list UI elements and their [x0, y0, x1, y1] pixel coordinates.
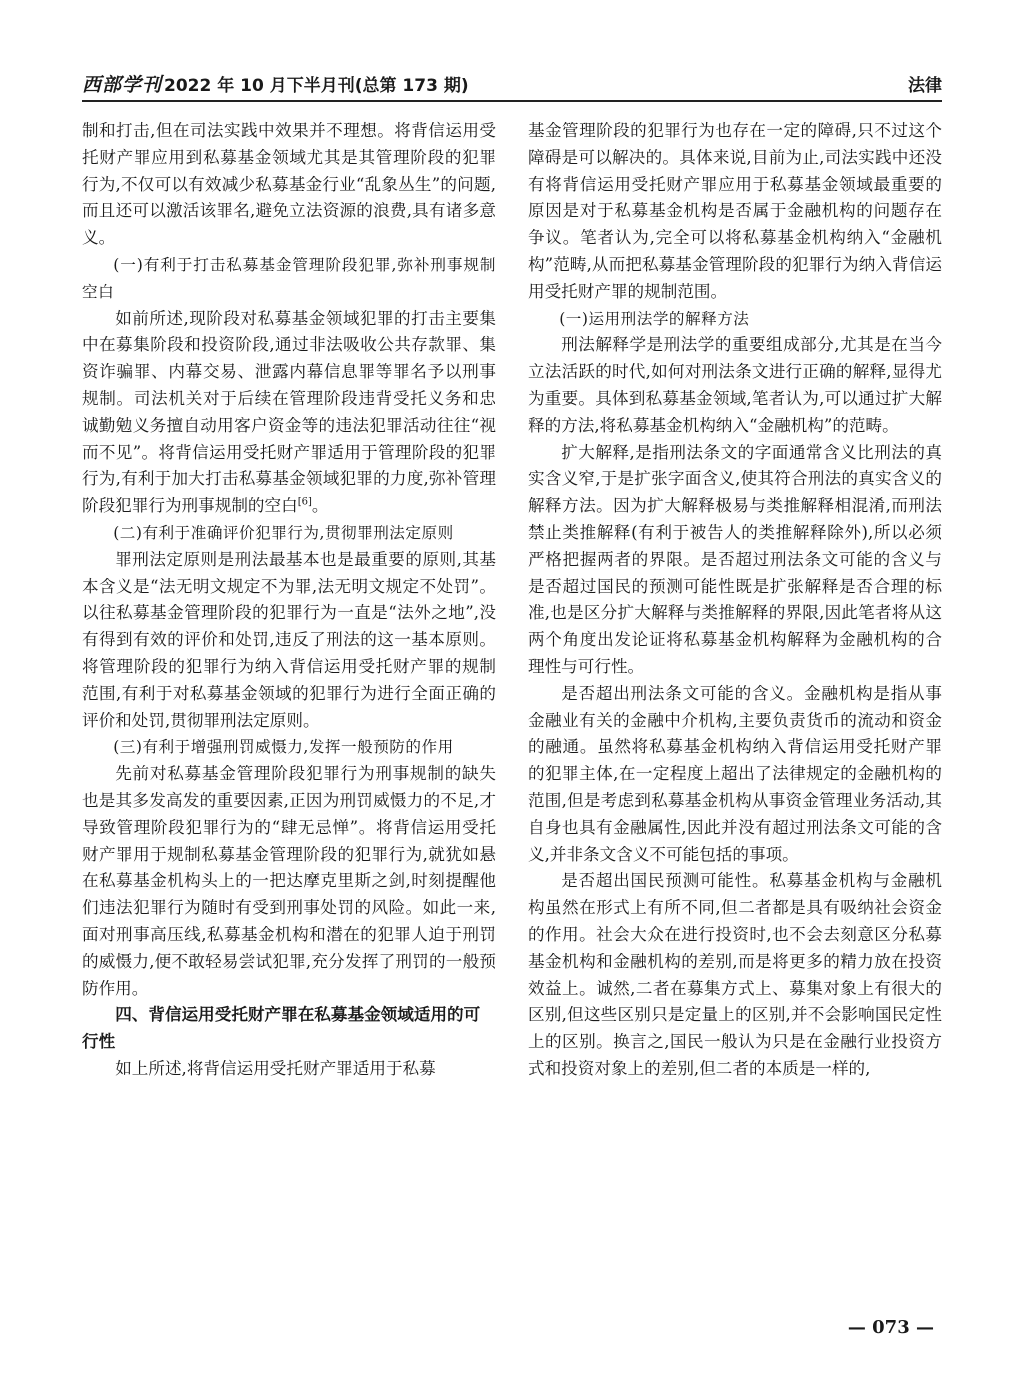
- journal-logo: 西部学刊: [82, 74, 163, 96]
- citation-ref: [6]: [297, 496, 312, 508]
- paragraph-text: 是否超出刑法条文可能的含义。金融机构是指从事金融业有关的金融中介机构,主要负责货币的流动和资金的融通。虽然将私募基金机构纳入背信运用受托财产罪的犯罪主体,在一定程度上超出了法律规定的金融机构的范围,但是考虑到私募基金机构从事资金管理业务活动,其自身也具有金融属性,因此并没有超过刑法条文可能的含义,并非条文含义不可能包括的事项。: [528, 683, 942, 864]
- paragraph-text: 刑法解释学是刑法学的重要组成部分,尤其是在当今立法活跃的时代,如何对刑法条文进行正确的解释,显得尤为重要。具体到私募基金领域,笔者认为,可以通过扩大解释的方法,将私募基金机构纳入“金融机构”的范畴。: [528, 335, 942, 435]
- paragraph-text: 制和打击,但在司法实践中效果并不理想。将背信运用受托财产罪应用到私募基金领域尤其是其管理阶段的犯罪行为,不仅可以有效减少私募基金行业“乱象丛生”的问题,而且还可以激活该罪名,避免立法资源的浪费,具有诸多意义。: [82, 121, 496, 248]
- subsection-heading: [528, 306, 942, 333]
- issue-label: 2022 年 10 月下半月刊(总第 173 期): [164, 76, 469, 96]
- paragraph: [528, 332, 942, 439]
- paragraph-text: (三)有利于增强刑罚威慑力,发挥一般预防的作用: [113, 738, 454, 757]
- left-column: [82, 118, 496, 1083]
- paragraph-text: 四、背信运用受托财产罪在私募基金领域适用的可行性: [82, 1005, 481, 1052]
- paragraph-text: 如前所述,现阶段对私募基金领域犯罪的打击主要集中在募集阶段和投资阶段,通过非法吸收公共存款罪、集资诈骗罪、内幕交易、泄露内幕信息罪等罪名予以刑事规制。司法机关对于后续在管理阶段违背受托义务和忠诚勤勉义务擅自动用客户资金等的违法犯罪活动往往“视而不见”。将背信运用受托财产罪适用于管理阶段的犯罪行为,有利于加大打击私募基金领域犯罪的力度,弥补管理阶段犯罪行为刑事规制的空白: [82, 308, 496, 516]
- page-header: [82, 66, 942, 102]
- paragraph-text: 先前对私募基金管理阶段犯罪行为刑事规制的缺失也是其多发高发的重要因素,正因为刑罚威慑力的不足,才导致管理阶段犯罪行为的“肆无忌惮”。将背信运用受托财产罪用于规制私募基金管理阶段的犯罪行为,就犹如悬在私募基金机构头上的一把达摩克里斯之剑,时刻提醒他们违法犯罪行为随时有受到刑事处罚的风险。如此一来,面对刑事高压线,私募基金机构和潜在的犯罪人迫于刑罚的威慑力,便不敢轻易尝试犯罪,充分发挥了刑罚的一般预防作用。: [82, 764, 496, 998]
- paragraph-text: 是否超出国民预测可能性。私募基金机构与金融机构虽然在形式上有所不同,但二者都是具有吸纳社会资金的作用。社会大众在进行投资时,也不会去刻意区分私募基金机构和金融机构的差别,而是将更多的精力放在投资效益上。诚然,二者在募集方式上、募集对象上有很大的区别,但这些区别只是定量上的区别,并不会影响国民定性上的区别。换言之,国民一般认为只是在金融行业投资方式和投资对象上的差别,但二者的本质是一样的,: [528, 871, 942, 1078]
- paragraph: [82, 1056, 496, 1083]
- paragraph-text: 基金管理阶段的犯罪行为也存在一定的障碍,只不过这个障碍是可以解决的。具体来说,目前为止,司法实践中还没有将背信运用受托财产罪应用于私募基金领域最重要的原因是对于私募基金机构是否属于金融机构的问题存在争议。笔者认为,完全可以将私募基金机构纳入“金融机构”范畴,从而把私募基金管理阶段的犯罪行为纳入背信运用受托财产罪的规制范围。: [528, 121, 942, 301]
- page-number: — 073 —: [847, 1317, 934, 1338]
- paragraph: [82, 118, 496, 252]
- paragraph-text: 罪刑法定原则是刑法最基本也是最重要的原则,其基本含义是“法无明文规定不为罪,法无明文规定不处罚”。以往私募基金管理阶段的犯罪行为一直是“法外之地”,没有得到有效的评价和处罚,违反了刑法的这一基本原则。将管理阶段的犯罪行为纳入背信运用受托财产罪的规制范围,有利于对私募基金领域的犯罪行为进行全面正确的评价和处罚,贯彻罪刑法定原则。: [82, 549, 496, 730]
- paragraph: [82, 306, 496, 520]
- subsection-heading: [82, 520, 496, 547]
- subsection-heading: [82, 252, 496, 306]
- paragraph: [528, 118, 942, 306]
- paragraph-text: (一)运用刑法学的解释方法: [559, 309, 750, 328]
- paragraph-text: 扩大解释,是指刑法条文的字面通常含义比刑法的真实含义窄,于是扩张字面含义,使其符合刑法的真实含义的解释方法。因为扩大解释极易与类推解释相混淆,而刑法禁止类推解释(有利于被告人的类推解释除外),所以必须严格把握两者的界限。是否超过刑法条文可能的含义与是否超过国民的预测可能性既是扩张解释是否合理的标准,也是区分扩大解释与类推解释的界限,因此笔者将从这两个角度出发论证将私募基金机构解释为金融机构的合理性与可行性。: [528, 442, 942, 676]
- right-column: [528, 118, 942, 1083]
- paragraph-text: 如上所述,将背信运用受托财产罪适用于私募: [115, 1058, 436, 1078]
- section-label: 法律: [908, 76, 942, 96]
- paragraph-tail: 。: [311, 496, 329, 516]
- paragraph: [528, 868, 942, 1082]
- paragraph: [528, 681, 942, 869]
- paragraph: [528, 440, 942, 681]
- paragraph: [82, 761, 496, 1002]
- subsection-heading: [82, 734, 496, 761]
- paragraph: [82, 547, 496, 735]
- paragraph-text: (一)有利于打击私募基金管理阶段犯罪,弥补刑事规制空白: [82, 255, 496, 301]
- paragraph-text: (二)有利于准确评价犯罪行为,贯彻罪刑法定原则: [113, 523, 454, 542]
- section-heading: [82, 1002, 496, 1056]
